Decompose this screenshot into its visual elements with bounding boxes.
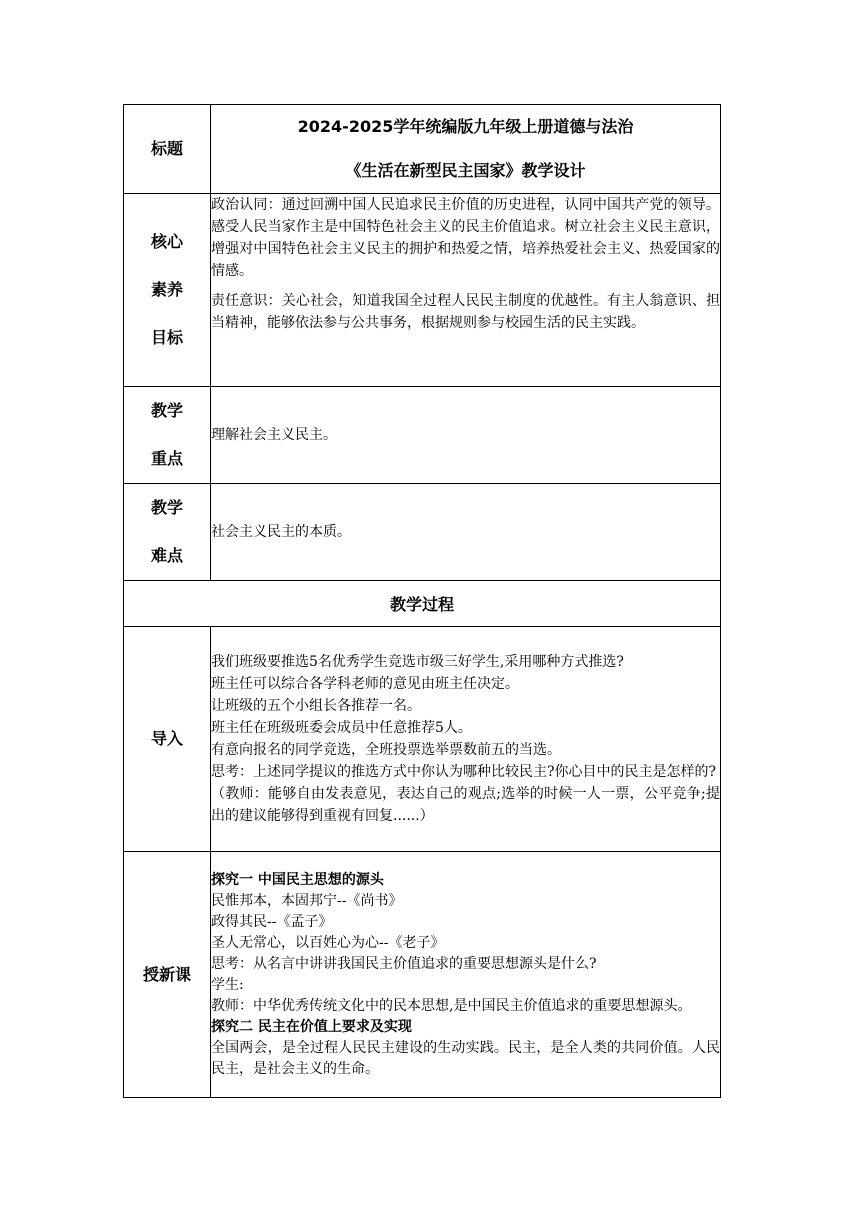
title-label: 标题 [124,105,211,194]
new-lesson-line: 思考：从名言中讲讲我国民主价值追求的重要思想源头是什么? [211,955,597,972]
new-lesson-line: 民惟邦本，本固邦宁--《尚书》 [211,892,403,909]
explore-one-heading: 探究一 中国民主思想的源头 [211,871,384,888]
new-lesson-line: 圣人无常心，以百姓心为心--《老子》 [211,934,445,951]
intro-line: 班主任在班级班委会成员中任意推荐5人。 [211,720,472,736]
intro-content [211,627,721,852]
intro-line: 我们班级要推选5名优秀学生竞选市级三好学生,采用哪种方式推选? [211,654,624,670]
document-title [211,105,721,194]
new-lesson-line: 教师：中华优秀传统文化中的民本思想,是中国民主价值追求的重要思想源头。 [211,997,692,1014]
title-line-1: 2024-2025学年统编版九年级上册道德与法治 [297,117,634,136]
intro-line: 思考：上述同学提议的推选方式中你认为哪种比较民主?你心目中的民主是怎样的? [211,764,717,780]
difficulty-text: 社会主义民主的本质。 [211,484,721,581]
core-goals-label-line: 目标 [150,328,183,347]
new-lesson-line: 学生: [211,976,244,993]
new-lesson-line: 政得其民--《孟子》 [211,913,333,930]
new-lesson-label: 授新课 [124,852,211,1098]
intro-label: 导入 [124,627,211,852]
responsibility-paragraph: 责任意识：关心社会，知道我国全过程人民民主制度的优越性。有主人翁意识、担当精神，能够依法参与公共事务，根据规则参与校园生活的民主实践。 [211,293,720,331]
difficulty-row [124,484,721,581]
key-point-row [124,387,721,484]
difficulty-label-line: 难点 [150,546,183,565]
key-point-text: 理解社会主义民主。 [211,387,721,484]
process-header: 教学过程 [124,581,721,627]
title-row [124,105,721,194]
title-line-2: 《生活在新型民主国家》教学设计 [345,161,586,180]
key-point-label [124,387,211,484]
core-goals-row [124,194,721,387]
key-point-label-line: 教学 [150,401,183,420]
intro-line: 班主任可以综合各学科老师的意见由班主任决定。 [211,676,519,692]
core-goals-label-line: 素养 [150,280,183,299]
intro-line: 有意向报名的同学竞选，全班投票选举票数前五的当选。 [211,742,561,758]
core-goals-label-line: 核心 [150,232,183,251]
political-identity-paragraph: 政治认同：通过回溯中国人民追求民主价值的历史进程，认同中国共产党的领导。感受人民当家作主是中国特色社会主义的民主价值追求。树立社会主义民主意识，增强对中国特色社会主义民主的拥护和热爱之情，培养热爱社会主义、热爱国家的情感。 [211,197,720,279]
intro-line: 让班级的五个小组长各推荐一名。 [211,698,421,714]
intro-line: （教师：能够自由发表意见，表达自己的观点;选举的时候一人一票，公平竞争;提出的建议能够得到重视有回复......） [211,786,720,824]
difficulty-label-line: 教学 [150,498,183,517]
core-goals-label [124,194,211,387]
process-header-row [124,581,721,627]
difficulty-label [124,484,211,581]
new-lesson-row [124,852,721,1098]
lesson-plan-table [123,104,721,1098]
key-point-label-line: 重点 [150,449,183,468]
core-goals-content [211,194,721,387]
explore-two-heading: 探究二 民主在价值上要求及实现 [211,1018,412,1035]
new-lesson-content [211,852,721,1098]
new-lesson-line: 全国两会，是全过程人民民主建设的生动实践。民主，是全人类的共同价值。人民民主，是社会主义的生命。 [211,1039,720,1077]
intro-row [124,627,721,852]
